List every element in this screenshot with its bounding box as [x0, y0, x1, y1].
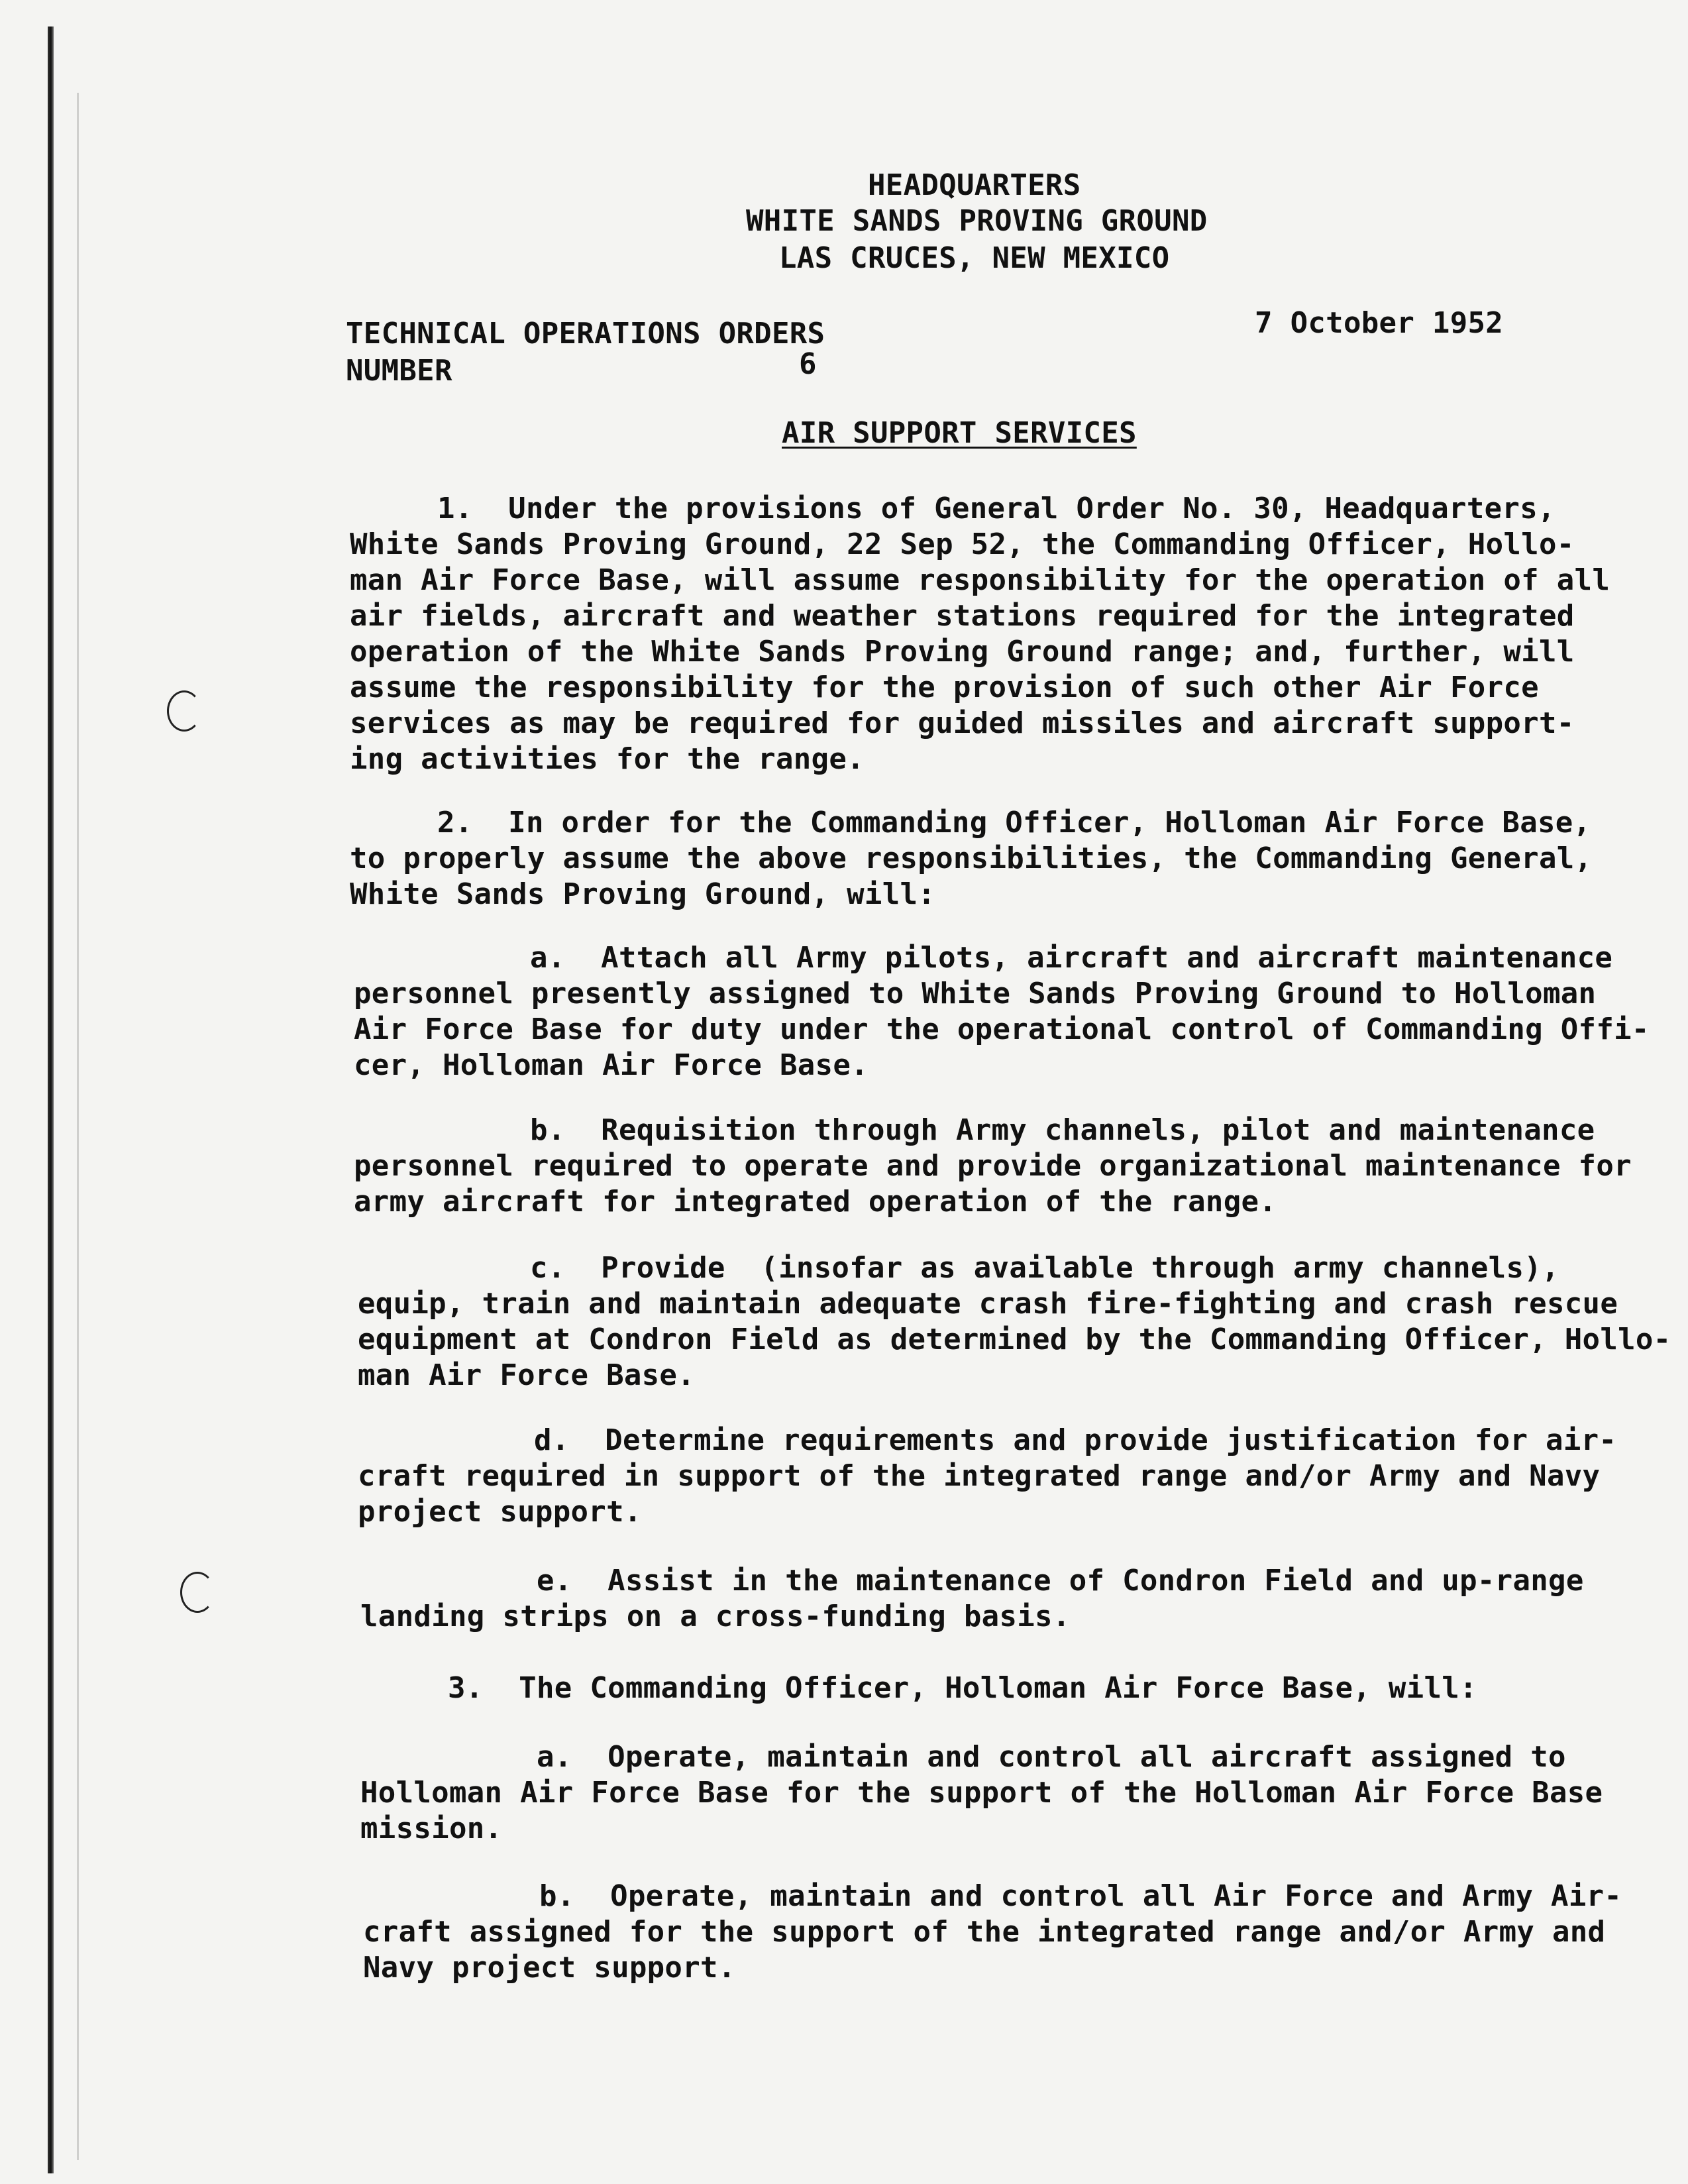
para3a-line: a. Operate, maintain and control all aircraft assigned to — [537, 1740, 1566, 1774]
para1-line: ing activities for the range. — [350, 742, 865, 776]
para2a-line: personnel presently assigned to White Sands Proving Ground to Holloman — [354, 977, 1597, 1010]
para1-line: assume the responsibility for the provision of such other Air Force — [350, 671, 1539, 704]
para3a-line: mission. — [360, 1812, 503, 1845]
punch-hole-lower — [180, 1572, 215, 1613]
para3-line: 3. The Commanding Officer, Holloman Air Force Base, will: — [448, 1671, 1477, 1705]
document-title: AIR SUPPORT SERVICES — [782, 416, 1137, 450]
date: 7 October 1952 — [1255, 306, 1504, 340]
para2-line: White Sands Proving Ground, will: — [350, 877, 936, 911]
number-value: 6 — [799, 347, 817, 381]
para2c-line: equip, train and maintain adequate crash fire-fighting and crash rescue — [358, 1287, 1618, 1321]
binding-shadow — [77, 93, 79, 2160]
para2c-line: c. Provide (insofar as available through army channels), — [530, 1251, 1559, 1285]
header-line-2: WHITE SANDS PROVING GROUND — [746, 204, 1208, 238]
para2-line: to properly assume the above responsibilities, the Commanding General, — [350, 842, 1593, 875]
number-label: NUMBER — [346, 354, 452, 388]
para2b-line: personnel required to operate and provide organizational maintenance for — [354, 1149, 1632, 1183]
para2-line: 2. In order for the Commanding Officer, Holloman Air Force Base, — [437, 806, 1591, 840]
para3a-line: Holloman Air Force Base for the support of the Holloman Air Force Base — [360, 1776, 1603, 1810]
punch-hole-upper — [167, 690, 201, 732]
binding-edge — [48, 27, 54, 2173]
para3b-line: b. Operate, maintain and control all Air Force and Army Air- — [539, 1879, 1622, 1913]
para2b-line: army aircraft for integrated operation of the range. — [354, 1185, 1277, 1219]
para3b-line: Navy project support. — [363, 1951, 736, 1985]
para1-line: services as may be required for guided missiles and aircraft support- — [350, 706, 1575, 740]
para2d-line: d. Determine requirements and provide justification for air- — [534, 1423, 1617, 1457]
para2e-line: landing strips on a cross-funding basis. — [360, 1600, 1071, 1633]
para2d-line: craft required in support of the integrated range and/or Army and Navy — [358, 1459, 1601, 1493]
para2d-line: project support. — [358, 1495, 642, 1529]
para2a-line: Air Force Base for duty under the operational control of Commanding Offi- — [354, 1012, 1650, 1046]
header-line-3: LAS CRUCES, NEW MEXICO — [779, 241, 1170, 275]
para2b-line: b. Requisition through Army channels, pilot and maintenance — [530, 1113, 1595, 1147]
para2e-line: e. Assist in the maintenance of Condron Field and up-range — [537, 1564, 1584, 1598]
para1-line: air fields, aircraft and weather stations required for the integrated — [350, 599, 1575, 633]
order-label: TECHNICAL OPERATIONS ORDERS — [346, 317, 825, 351]
para1-line: operation of the White Sands Proving Ground range; and, further, will — [350, 635, 1575, 669]
para2a-line: a. Attach all Army pilots, aircraft and aircraft maintenance — [530, 941, 1613, 975]
para2c-line: equipment at Condron Field as determined by the Commanding Officer, Hollo- — [358, 1323, 1671, 1356]
para1-line: 1. Under the provisions of General Order No. 30, Headquarters, — [437, 492, 1556, 525]
header-line-1: HEADQUARTERS — [868, 168, 1081, 202]
para2c-line: man Air Force Base. — [358, 1358, 696, 1392]
para3b-line: craft assigned for the support of the integrated range and/or Army and — [363, 1915, 1606, 1949]
para2a-line: cer, Holloman Air Force Base. — [354, 1048, 869, 1082]
para1-line: White Sands Proving Ground, 22 Sep 52, the Commanding Officer, Hollo- — [350, 527, 1575, 561]
para1-line: man Air Force Base, will assume responsibility for the operation of all — [350, 563, 1610, 597]
